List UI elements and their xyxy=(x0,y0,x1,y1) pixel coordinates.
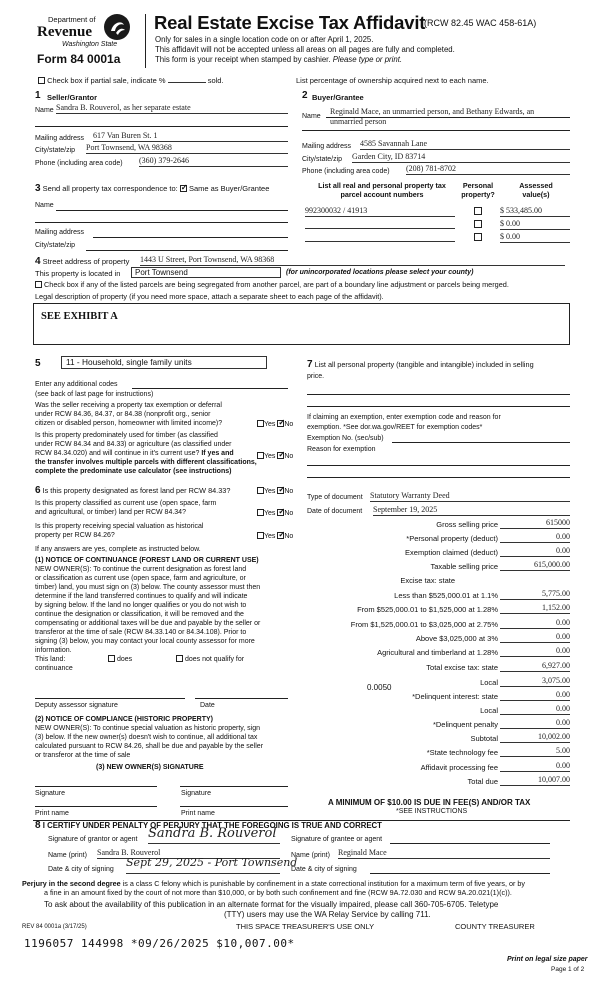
notice-line: transferor at the time of sale (RCW 84.33.140 or 84.34.108). Prior to xyxy=(35,629,247,636)
section2-number: 2 xyxy=(302,90,308,101)
seller-name-label: Name xyxy=(35,107,54,114)
treasurer-use: THIS SPACE TREASURER'S USE ONLY xyxy=(236,922,375,931)
buyer-phone-field[interactable]: (208) 781-8702 xyxy=(406,164,570,175)
seller-phone-label: Phone (including area code) xyxy=(35,160,123,167)
grantor-date-label: Date & city of signing xyxy=(48,866,114,873)
tax-row-label: *Personal property (deduct) xyxy=(406,534,498,543)
additional-codes-note: (see back of last page for instructions) xyxy=(35,391,154,398)
tax-row-value[interactable]: 1,152.00 xyxy=(500,603,570,614)
notice-line: (3) below. If the new owner(s) doesn't wish to continue, all additional tax xyxy=(35,734,258,741)
q1a: Was the seller receiving a property tax exemption or deferral xyxy=(35,402,222,409)
form-number: Form 84 0001a xyxy=(37,52,121,66)
tax-row-label: Local xyxy=(480,706,498,715)
tax-row-value[interactable]: 0.00 xyxy=(500,761,570,772)
notice-line: signing (3) below, you may contact your local county assessor for more xyxy=(35,638,255,645)
does-not-option: does not qualify for xyxy=(176,655,244,664)
s6-q1-answer: Yes ✓ No xyxy=(257,487,293,496)
buyer-city-field[interactable]: Garden City, ID 83714 xyxy=(352,152,570,163)
tax-row-label: Less than $525,000.01 at 1.1% xyxy=(394,591,498,600)
tax-row-value[interactable]: 10,002.00 xyxy=(500,732,570,743)
grantee-date-label: Date & city of signing xyxy=(291,866,357,873)
buyer-phone-label: Phone (including area code) xyxy=(302,168,390,175)
owner-sig-label-1: Signature xyxy=(35,790,65,797)
header-note1: Only for sales in a single location code on or after April 1, 2025. xyxy=(155,35,374,44)
tax-row-label: Exemption claimed (deduct) xyxy=(405,548,498,557)
s6-q2a: Is this property classified as current use (open space, farm xyxy=(35,500,217,507)
section3-row: 3 Send all property tax correspondence to: ✓ Same as Buyer/Grantee xyxy=(35,183,269,195)
tax-row-label: *Delinquent penalty xyxy=(432,720,498,729)
tax-row-label: Total excise tax: state xyxy=(426,663,498,672)
located-label: This property is located in xyxy=(35,269,121,278)
seller-city-label: City/state/zip xyxy=(35,147,76,154)
tax-row-label: Local xyxy=(480,678,498,687)
grantor-date-city[interactable]: Sept 29, 2025 - Port Townsend xyxy=(126,856,280,874)
form-title: Real Estate Excise Tax Affidavit xyxy=(154,12,426,33)
parcel-row-3[interactable] xyxy=(305,232,455,242)
buyer-mail-label: Mailing address xyxy=(302,143,352,150)
perjury-line1: Perjury in the second degree is a class C felony which is punishable by confinement in a state correctional institution for a maximum term of five years, or by xyxy=(22,879,525,888)
doc-type-field[interactable]: Statutory Warranty Deed xyxy=(370,491,570,502)
tax-row-label: From $525,000.01 to $1,525,000 at 1.28% xyxy=(357,605,498,614)
tax-row-value[interactable]: 0.00 xyxy=(500,704,570,715)
notice3-title: (3) NEW OWNER(S) SIGNATURE xyxy=(96,764,204,771)
assessed-head2: value(s) xyxy=(522,190,550,199)
tax-row-label: Subtotal xyxy=(470,734,498,743)
same-as-buyer-checkbox[interactable] xyxy=(180,185,187,192)
s6-q2b: and agricultural, or timber) land per RCW 84.34? xyxy=(35,509,186,516)
legal-description-box[interactable] xyxy=(33,303,570,345)
section1-number: 1 xyxy=(35,90,41,101)
location-select[interactable]: Port Townsend xyxy=(131,267,281,278)
parcel-row-1[interactable]: 992300032 / 41913 xyxy=(305,206,455,217)
wa-logo-icon xyxy=(104,14,130,40)
tax-row-label: Taxable selling price xyxy=(430,562,498,571)
grantor-signature[interactable]: Sandra B. Rouverol xyxy=(148,826,280,844)
tax-row-label: From $1,525,000.01 to $3,025,000 at 2.75% xyxy=(350,620,498,629)
s6-q3-yes-checkbox[interactable] xyxy=(257,532,264,539)
doc-date-field[interactable]: September 19, 2025 xyxy=(373,505,570,516)
partial-sale-checkbox[interactable] xyxy=(38,77,45,84)
notice-line: or transferor at the time of sale xyxy=(35,752,131,759)
tax-row-label: *Delinquent interest: state xyxy=(412,692,498,701)
legal-paper-note: Print on legal size paper xyxy=(507,956,588,963)
s6-q2-no-checkbox[interactable] xyxy=(277,509,284,516)
dept-line2: Washington State xyxy=(62,41,118,48)
if-yes-note: If any answers are yes, complete as instructed below. xyxy=(35,546,201,553)
certify-row: 8 I CERTIFY UNDER PENALTY OF PERJURY THAT THE FOREGOING IS TRUE AND CORRECT xyxy=(35,820,382,831)
receipt-stamp: 1196057 144998 *09/26/2025 $10,007.00* xyxy=(24,937,295,950)
continuance-label: continuance xyxy=(35,665,73,672)
doc-date-label: Date of document xyxy=(307,508,363,515)
section3-name-label: Name xyxy=(35,202,54,209)
grantor-name-field[interactable]: Sandra B. Rouverol xyxy=(97,848,280,859)
tax-row-value[interactable]: 5.00 xyxy=(500,746,570,757)
page-number: Page 1 of 2 xyxy=(551,966,585,973)
notice-line: continue the designation or classification, it will be removed and the xyxy=(35,611,244,618)
s6-q2-answer: Yes ✓ No xyxy=(257,509,293,518)
owner-print-label-2: Print name xyxy=(181,810,215,817)
grantee-name-label: Name (print) xyxy=(291,852,330,859)
seller-phone-field[interactable]: (360) 379-2646 xyxy=(139,156,288,167)
exempt-text1: If claiming an exemption, enter exemption code and reason for xyxy=(307,414,501,421)
section5-number: 5 xyxy=(35,358,41,369)
tax-row-value[interactable]: 615,000.00 xyxy=(500,560,570,571)
section3-mail-label: Mailing address xyxy=(35,229,85,236)
q2c: RCW 84.34.020) and will continue in it's current use? If yes and xyxy=(35,450,234,457)
personal-property-checkbox-3[interactable] xyxy=(474,233,482,241)
tax-row-label: Excise tax: state xyxy=(400,576,455,585)
partial-sale-row: Check box if partial sale, indicate % sold. xyxy=(38,76,224,85)
buyer-name-line1[interactable]: Reginald Mace, an unmarried person, and Bethany Edwards, an xyxy=(330,107,535,116)
assessed-head1: Assessed xyxy=(519,181,553,190)
county-treasurer: COUNTY TREASURER xyxy=(455,922,535,931)
q1-yes-checkbox[interactable] xyxy=(257,420,264,427)
seller-name-field[interactable]: Sandra B. Rouverol, as her separate estate xyxy=(56,103,288,114)
notice-line: NEW OWNER(S): To continue special valuation as historic property, sign xyxy=(35,725,260,732)
s6-q3-no-checkbox[interactable] xyxy=(277,532,284,539)
q1-answer: Yes ✓ No xyxy=(257,420,293,429)
tax-row-value[interactable]: 0.00 xyxy=(500,718,570,729)
tax-row-value[interactable]: 0.00 xyxy=(500,532,570,543)
s6-q1: 6 Is this property designated as forest land per RCW 84.33? xyxy=(35,485,231,496)
notice-line: by signing below. If the land no longer qualifies or you do not wish to xyxy=(35,602,247,609)
buyer-name-label: Name xyxy=(302,113,321,120)
notice-line: timber) land, you must sign on (3) below. The county assessor must then xyxy=(35,584,261,591)
seller-title: Seller/Grantor xyxy=(47,93,98,102)
q2a: Is this property predominately used for timber (as classified xyxy=(35,432,218,439)
q1c: citizen or disabled person, homeowner with limited income)? xyxy=(35,420,223,427)
parcel-row-2[interactable] xyxy=(305,219,455,229)
q1-no-checkbox[interactable] xyxy=(277,420,284,427)
tax-row-value[interactable]: 0.00 xyxy=(500,546,570,557)
minimum-due: A MINIMUM OF $10.00 IS DUE IN FEE(S) AND/OR TAX xyxy=(328,798,531,807)
segregated-checkbox[interactable] xyxy=(35,281,42,288)
notice-line: information. xyxy=(35,647,72,654)
deputy-date-label: Date xyxy=(200,702,215,709)
does-option: does xyxy=(108,655,132,664)
list-pct-note: List percentage of ownership acquired next to each name. xyxy=(296,76,489,85)
q1b: under RCW 84.36, 84.37, or 84.38 (nonprofit org., senior xyxy=(35,411,211,418)
s6-q1-no-checkbox[interactable] xyxy=(277,487,284,494)
tax-row-value[interactable]: 6,927.00 xyxy=(500,661,570,672)
additional-codes-label: Enter any additional codes xyxy=(35,381,118,388)
legal-description: SEE EXHIBIT A xyxy=(41,311,118,322)
s7-text1: 7 List all personal property (tangible and intangible) included in selling xyxy=(307,359,534,370)
segregated-row: Check box if any of the listed parcels are being segregated from another parcel, are part of a boundary line adjustment or parcels being merged. xyxy=(35,281,509,290)
access-line1: To ask about the availability of this publication in an alternate format for the visually impaired, please call 360-705-6705. Teletype xyxy=(44,900,499,909)
q2-yes-checkbox[interactable] xyxy=(257,452,264,459)
grantee-name-field[interactable]: Reginald Mace xyxy=(338,848,550,859)
tax-row-value[interactable]: 615000 xyxy=(500,518,570,529)
buyer-name-line2[interactable]: unmarried person xyxy=(330,117,387,126)
located-note: (for unincorporated locations please select your county) xyxy=(286,269,474,276)
tax-row-label: *State technology fee xyxy=(426,748,498,757)
buyer-mail-field[interactable]: 4585 Savannah Lane xyxy=(360,139,570,150)
buyer-city-label: City/state/zip xyxy=(302,156,343,163)
personal-property-checkbox-1[interactable] xyxy=(474,207,482,215)
use-code-select[interactable]: 11 - Household, single family units xyxy=(61,356,267,369)
seller-mail-label: Mailing address xyxy=(35,135,85,142)
tax-row-value[interactable]: 0.00 xyxy=(500,618,570,629)
tax-row-value[interactable]: 0.00 xyxy=(500,690,570,701)
section4-street-row: 4 Street address of property xyxy=(35,256,130,267)
notice-line: determine if the land transferred continues to qualify and will indicate xyxy=(35,593,248,600)
exempt-no-label: Exemption No. (sec/sub) xyxy=(307,435,384,442)
s6-q3b: property per RCW 84.26? xyxy=(35,532,115,539)
tax-row-value[interactable]: 3,075.00 xyxy=(500,676,570,687)
does-checkbox[interactable] xyxy=(108,655,115,662)
q2-answer: Yes ✓ No xyxy=(257,452,293,461)
sig-grantor-label: Signature of grantor or agent xyxy=(48,836,138,843)
q2d: the transfer involves multiple parcels with different classifications, xyxy=(35,459,257,466)
reason-label: Reason for exemption xyxy=(307,446,376,453)
s7-text2: price. xyxy=(307,373,325,380)
does-not-checkbox[interactable] xyxy=(176,655,183,662)
personal-head1: Personal xyxy=(462,181,494,190)
grantor-name-label: Name (print) xyxy=(48,852,87,859)
s6-q1-yes-checkbox[interactable] xyxy=(257,487,264,494)
parcels-head1: List all real and personal property tax xyxy=(318,181,446,190)
owner-print-label-1: Print name xyxy=(35,810,69,817)
street-address-field[interactable]: 1443 U Street, Port Townsend, WA 98368 xyxy=(140,255,565,266)
tax-row-value[interactable]: 5,775.00 xyxy=(500,589,570,600)
notice-line: or classification as current use (open space, farm and agriculture, or xyxy=(35,575,246,582)
s6-q3-answer: Yes ✓ No xyxy=(257,532,293,541)
personal-head2: property? xyxy=(461,190,495,199)
owner-sig-label-2: Signature xyxy=(181,790,211,797)
tax-row-label: Gross selling price xyxy=(436,520,498,529)
tax-row-value[interactable]: 0.00 xyxy=(500,646,570,657)
tax-row-label: Above $3,025,000 at 3% xyxy=(415,634,498,643)
form-citation: (RCW 82.45 WAC 458-61A) xyxy=(424,18,537,28)
notice1-title: (1) NOTICE OF CONTINUANCE (FOREST LAND OR CURRENT USE) xyxy=(35,557,259,564)
rev-number: REV 84 0001a (3/17/25) xyxy=(22,924,87,930)
tax-row-label: Agricultural and timberland at 1.28% xyxy=(377,648,498,657)
assessed-value-3[interactable]: $ 0.00 xyxy=(500,232,570,243)
seller-mail-field[interactable]: 617 Van Buren St. 1 xyxy=(93,131,288,142)
tax-row-value[interactable]: 0.00 xyxy=(500,632,570,643)
assessed-value-1[interactable]: $ 533,485.00 xyxy=(500,206,570,217)
q2e: complete the predominate use calculator (see instructions) xyxy=(35,468,232,475)
deputy-sig-label: Deputy assessor signature xyxy=(35,702,118,709)
seller-city-field[interactable]: Port Townsend, WA 98368 xyxy=(86,143,288,154)
perjury-line2: a fine in an amount fixed by the court of not more than $10,000, or by both such confinement and fine (RCW 9A.72.030 and RCW 9A.20.021(1)(c)). xyxy=(44,888,512,897)
notice-line: calculated pursuant to RCW 84.26, shall be due and payable by the seller xyxy=(35,743,264,750)
sig-grantee-label: Signature of grantee or agent xyxy=(291,836,383,843)
notice2-title: (2) NOTICE OF COMPLIANCE (HISTORIC PROPERTY) xyxy=(35,716,213,723)
exempt-text2: exemption. *See dor.wa.gov/REET for exemption codes* xyxy=(307,424,483,431)
q2-no-checkbox[interactable] xyxy=(277,452,284,459)
buyer-title: Buyer/Grantee xyxy=(312,93,364,102)
notice-line: NEW OWNER(S): To continue the current designation as forest land xyxy=(35,566,247,573)
section3-city-label: City/state/zip xyxy=(35,242,76,249)
dept-line1: Department of xyxy=(48,15,96,24)
tax-row-value[interactable]: 10,007.00 xyxy=(500,775,570,786)
legal-label: Legal description of property (if you need more space, attach a separate sheet to each page of the affidavit). xyxy=(35,292,384,301)
header-note3: This form is your receipt when stamped by cashier. Please type or print. xyxy=(155,55,403,64)
this-land-label: This land: xyxy=(35,656,66,663)
dept-name: Revenue xyxy=(37,24,92,40)
header-note2: This affidavit will not be accepted unless all areas on all pages are fully and completed. xyxy=(155,45,455,54)
assessed-value-2[interactable]: $ 0.00 xyxy=(500,219,570,230)
access-line2: (TTY) users may use the WA Relay Service by calling 711. xyxy=(224,910,431,919)
notice-line: compensating or additional taxes will be due and payable by the seller or xyxy=(35,620,261,627)
personal-property-checkbox-2[interactable] xyxy=(474,220,482,228)
parcels-head2: parcel account numbers xyxy=(340,190,424,199)
q2b: under RCW 84.34 and 84.33) or agriculture (as classified under xyxy=(35,441,232,448)
s6-q2-yes-checkbox[interactable] xyxy=(257,509,264,516)
doc-type-label: Type of document xyxy=(307,494,363,501)
tax-row-label: Affidavit processing fee xyxy=(420,763,498,772)
s6-q3a: Is this property receiving special valuation as historical xyxy=(35,523,204,530)
see-instructions: *SEE INSTRUCTIONS xyxy=(396,808,468,815)
local-rate: 0.0050 xyxy=(367,683,392,692)
tax-row-label: Total due xyxy=(467,777,498,786)
